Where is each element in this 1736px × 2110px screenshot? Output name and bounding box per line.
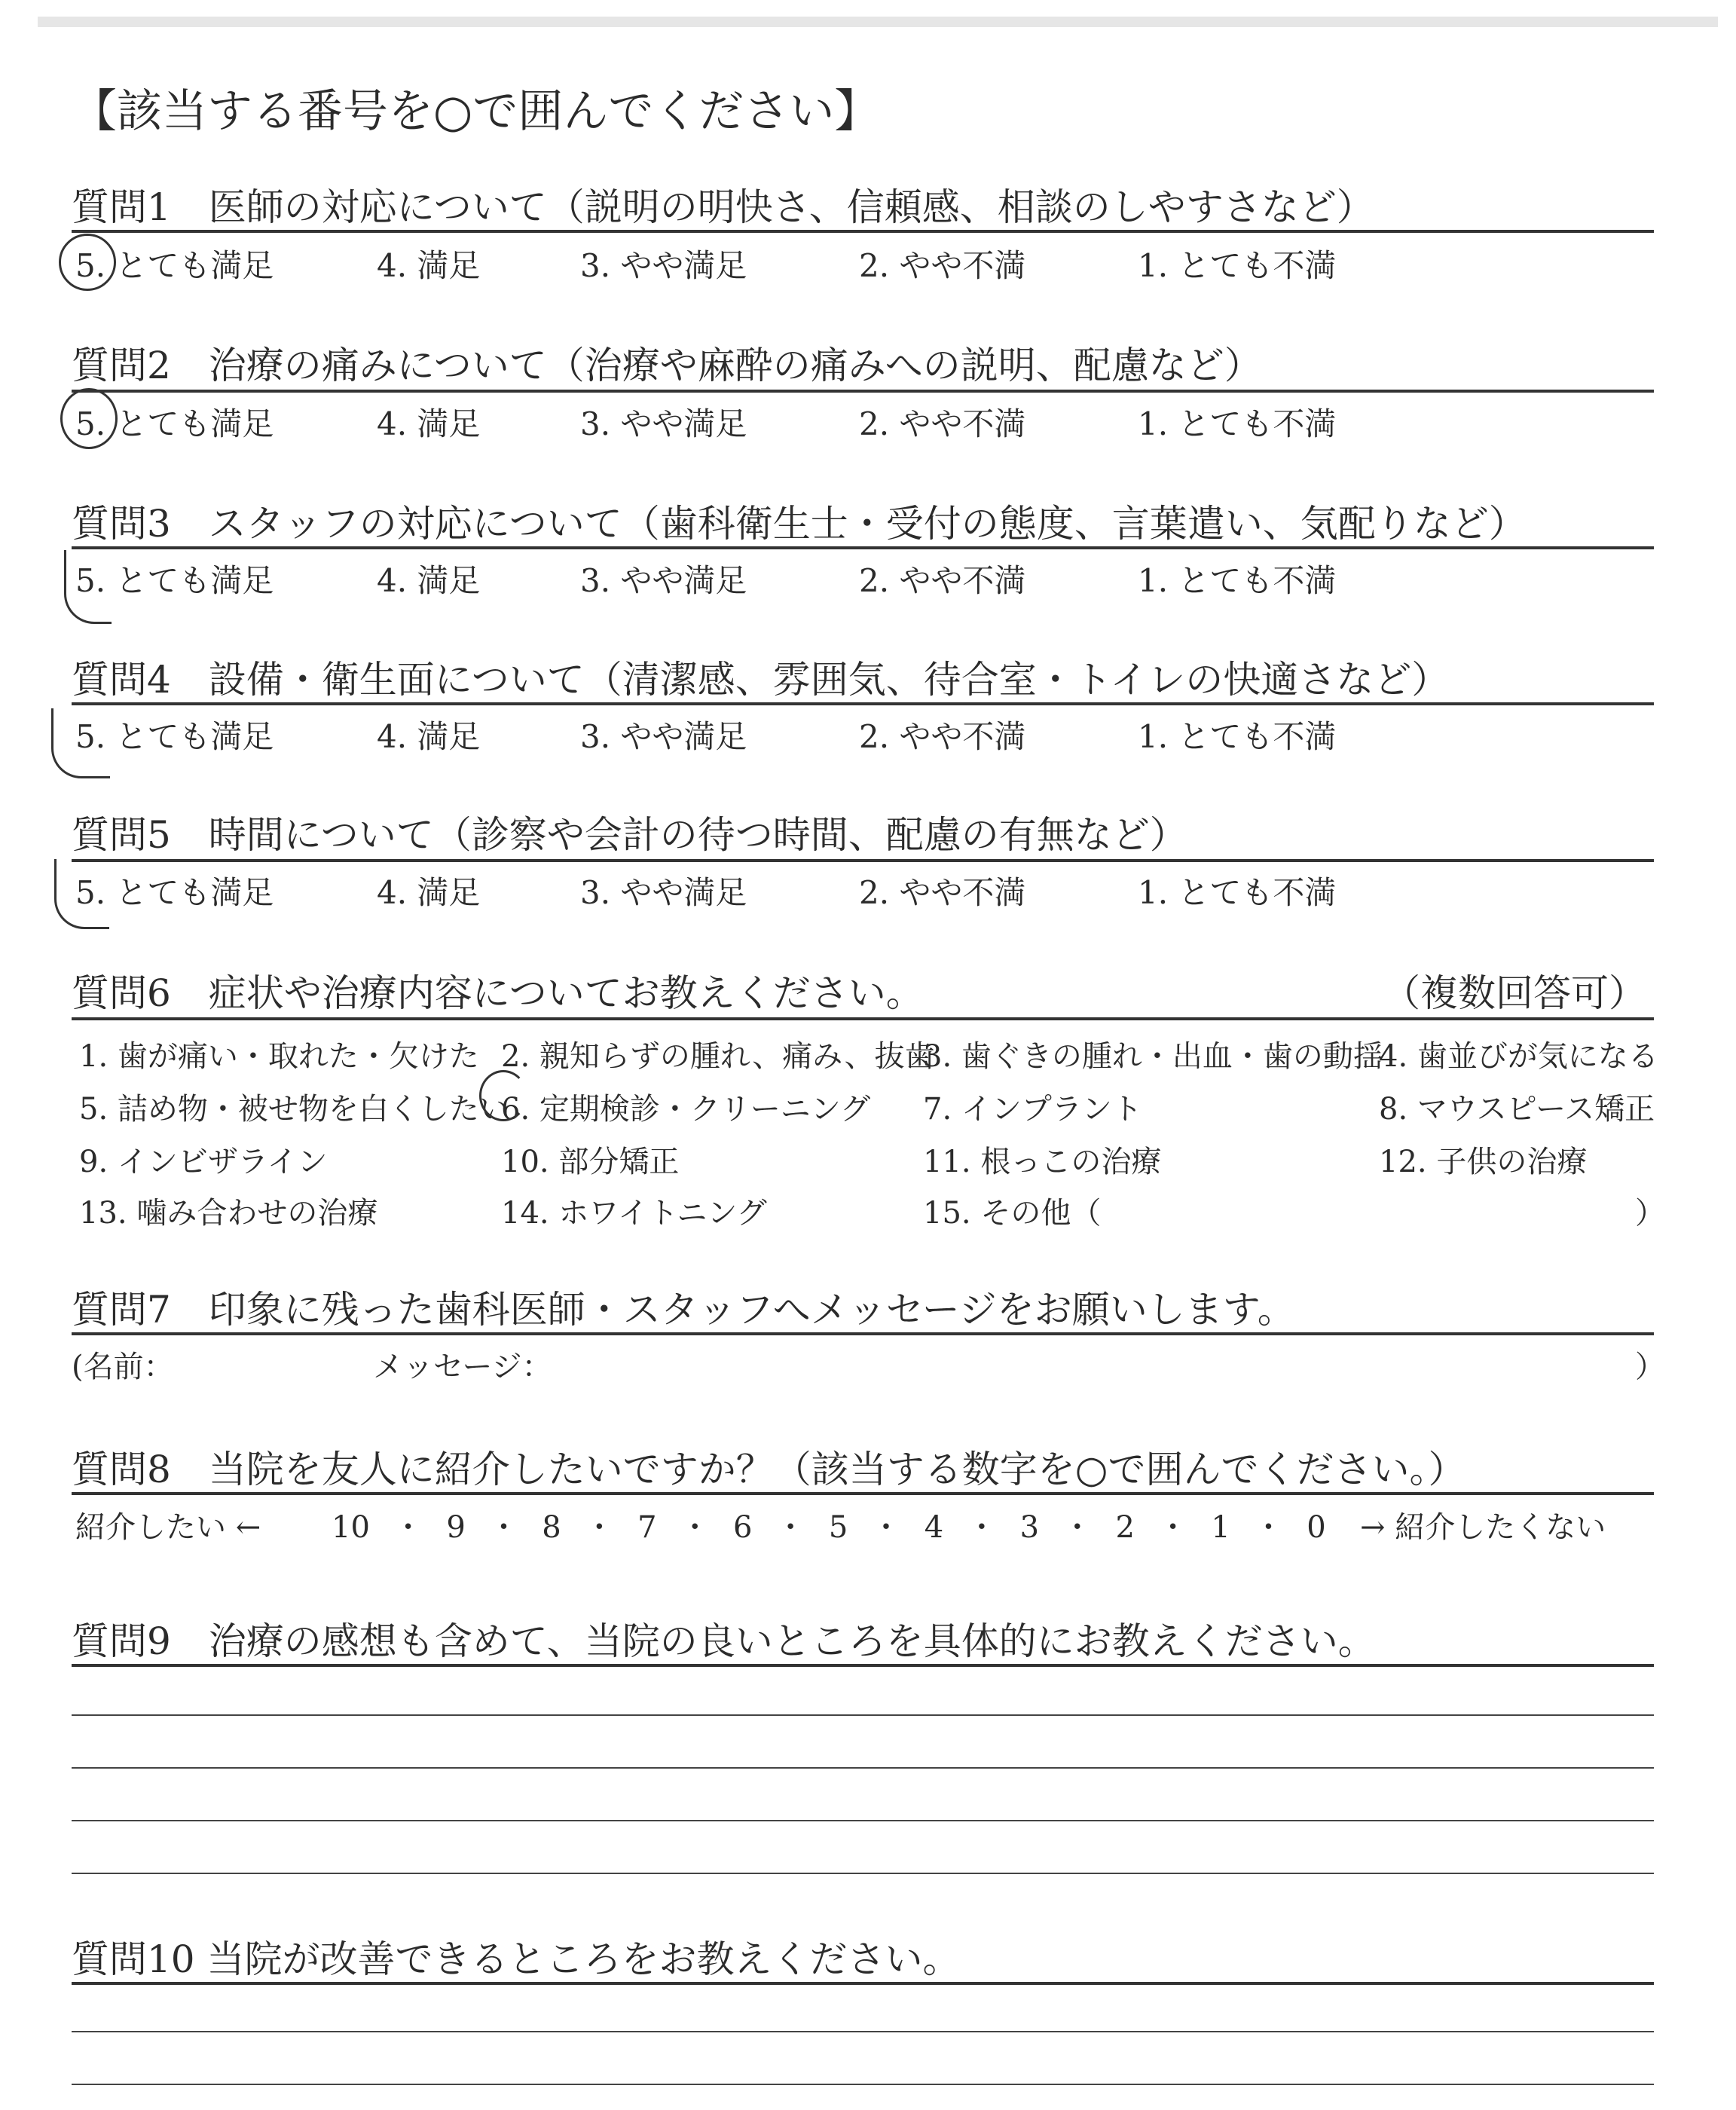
- handwritten-circle: [59, 234, 116, 291]
- q6-item-1[interactable]: 1. 歯が痛い・取れた・欠けた: [79, 1039, 479, 1074]
- q3-option-2[interactable]: 2. やや不満: [859, 562, 1026, 599]
- q6-item-7[interactable]: 7. インプラント: [923, 1092, 1142, 1127]
- divider: [72, 546, 1654, 549]
- page-title: 【該当する番号を○で囲んでください】: [72, 85, 880, 138]
- q6-item-4[interactable]: 4. 歯並びが気になる: [1379, 1039, 1658, 1074]
- question-4: 質問4 設備・衛生面について（清潔感、雰囲気、待合室・トイレの快適さなど）: [72, 658, 1450, 702]
- divider: [72, 390, 1654, 393]
- question-8: 質問8 当院を友人に紹介したいですか？（該当する数字を○で囲んでください。）: [72, 1448, 1466, 1491]
- q4-option-4[interactable]: 4. 満足: [377, 718, 481, 755]
- divider: [72, 859, 1654, 862]
- q4-option-3[interactable]: 3. やや満足: [580, 718, 747, 755]
- answer-line: [72, 2084, 1654, 2085]
- recommend-scale[interactable]: 10 ・ 9 ・ 8 ・ 7 ・ 6 ・ 5 ・ 4 ・ 3 ・ 2 ・ 1 ・ 0: [332, 1510, 1326, 1545]
- q4-option-2[interactable]: 2. やや不満: [859, 718, 1026, 755]
- question-5: 質問5 時間について（診察や会計の待つ時間、配慮の有無など）: [72, 813, 1187, 857]
- divider: [72, 1664, 1654, 1667]
- q6-item-15[interactable]: 15. その他（: [923, 1196, 1102, 1231]
- q3-option-5[interactable]: 5. とても満足: [75, 562, 274, 599]
- q6-item-14[interactable]: 14. ホワイトニング: [501, 1196, 767, 1231]
- q6-item-9[interactable]: 9. インビザライン: [79, 1145, 328, 1179]
- q5-option-5[interactable]: 5. とても満足: [75, 874, 274, 911]
- q6-item-2[interactable]: 2. 親知らずの腫れ、痛み、抜歯: [501, 1039, 935, 1074]
- q5-option-2[interactable]: 2. やや不満: [859, 874, 1026, 911]
- q6-other-close-paren: ）: [1635, 1196, 1665, 1231]
- question-10: 質問10 当院が改善できるところをお教えください。: [72, 1937, 961, 1981]
- q5-option-4[interactable]: 4. 満足: [377, 874, 481, 911]
- q2-option-2[interactable]: 2. やや不満: [859, 405, 1026, 442]
- divider: [72, 1982, 1654, 1985]
- answer-line: [72, 1767, 1654, 1769]
- scan-edge: [38, 17, 1718, 27]
- answer-line: [72, 2031, 1654, 2032]
- q6-item-3[interactable]: 3. 歯ぐきの腫れ・出血・歯の動揺: [923, 1039, 1383, 1074]
- q2-option-4[interactable]: 4. 満足: [377, 405, 481, 442]
- q5-option-3[interactable]: 3. やや満足: [580, 874, 747, 911]
- handwritten-circle: [60, 388, 118, 449]
- q1-option-4[interactable]: 4. 満足: [377, 247, 481, 284]
- q1-option-3[interactable]: 3. やや満足: [580, 247, 747, 284]
- q6-item-11[interactable]: 11. 根っこの治療: [923, 1145, 1162, 1179]
- q1-option-1[interactable]: 1. とても不満: [1138, 247, 1337, 284]
- q6-item-6[interactable]: 6. 定期検診・クリーニング: [501, 1092, 871, 1127]
- multiple-answers-note: （複数回答可）: [1383, 971, 1646, 1015]
- message-label: メッセージ：: [373, 1350, 552, 1384]
- message-close-paren: ）: [1635, 1350, 1665, 1384]
- question-1: 質問1 医師の対応について（説明の明快さ、信頼感、相談のしやすさなど）: [72, 185, 1374, 229]
- q4-option-1[interactable]: 1. とても不満: [1138, 718, 1337, 755]
- handwritten-circle: [479, 1070, 527, 1121]
- divider: [72, 1017, 1654, 1020]
- divider: [72, 1332, 1654, 1335]
- q3-option-1[interactable]: 1. とても不満: [1138, 562, 1337, 599]
- q6-item-12[interactable]: 12. 子供の治療: [1379, 1145, 1588, 1179]
- recommend-right-label: → 紹介したくない: [1360, 1510, 1606, 1545]
- divider: [72, 1492, 1654, 1495]
- divider: [72, 230, 1654, 233]
- question-3: 質問3 スタッフの対応について（歯科衛生士・受付の態度、言葉遣い、気配りなど）: [72, 502, 1527, 546]
- q2-option-5[interactable]: 5. とても満足: [75, 405, 274, 442]
- q2-option-1[interactable]: 1. とても不満: [1138, 405, 1337, 442]
- q1-option-2[interactable]: 2. やや不満: [859, 247, 1026, 284]
- q2-option-3[interactable]: 3. やや満足: [580, 405, 747, 442]
- question-7: 質問7 印象に残った歯科医師・スタッフへメッセージをお願いします。: [72, 1288, 1295, 1332]
- q3-option-3[interactable]: 3. やや満足: [580, 562, 747, 599]
- handwritten-mark: [64, 550, 112, 624]
- handwritten-mark: [51, 708, 110, 778]
- answer-line: [72, 1820, 1654, 1821]
- q3-option-4[interactable]: 4. 満足: [377, 562, 481, 599]
- question-6: 質問6 症状や治療内容についてお教えください。: [72, 971, 924, 1015]
- q6-item-13[interactable]: 13. 噛み合わせの治療: [79, 1196, 378, 1231]
- q1-option-5[interactable]: 5. とても満足: [75, 247, 274, 284]
- q5-option-1[interactable]: 1. とても不満: [1138, 874, 1337, 911]
- question-2: 質問2 治療の痛みについて（治療や麻酔の痛みへの説明、配慮など）: [72, 344, 1262, 387]
- handwritten-mark: [54, 859, 109, 929]
- q6-item-8[interactable]: 8. マウスピース矯正: [1379, 1092, 1655, 1127]
- q6-item-5[interactable]: 5. 詰め物・被せ物を白くしたい: [79, 1092, 509, 1127]
- recommend-left-label: 紹介したい ←: [75, 1510, 261, 1545]
- divider: [72, 702, 1654, 705]
- answer-line: [72, 1873, 1654, 1874]
- q4-option-5[interactable]: 5. とても満足: [75, 718, 274, 755]
- answer-line: [72, 1714, 1654, 1716]
- name-label: (名前：: [72, 1350, 174, 1384]
- question-9: 質問9 治療の感想も含めて、当院の良いところを具体的にお教えください。: [72, 1619, 1376, 1663]
- q6-item-10[interactable]: 10. 部分矯正: [501, 1145, 680, 1179]
